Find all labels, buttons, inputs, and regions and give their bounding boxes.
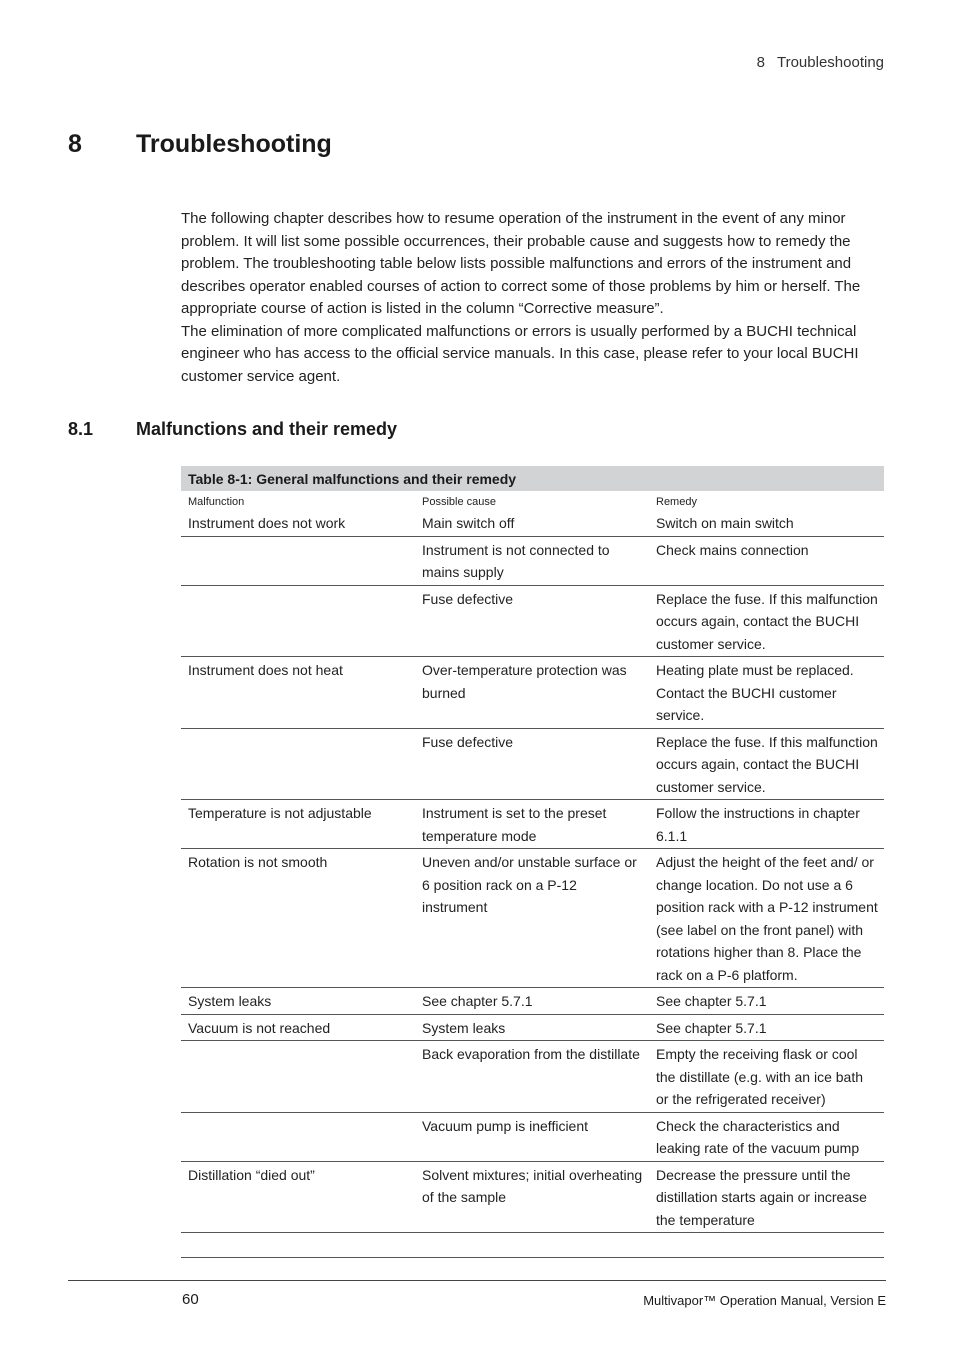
- empty-table-row: [181, 1233, 884, 1258]
- table-row: [181, 510, 884, 536]
- remedy-cell: See chapter 5.7.1: [649, 988, 884, 1015]
- malfunction-cell: Distillation “died out”: [181, 1161, 415, 1233]
- remedy-cell: Empty the receiving flask or cool the distillate (e.g. with an ice bath or the refrigerated receiver): [649, 1041, 884, 1113]
- remedy-cell: Replace the fuse. If this malfunction occurs again, contact the BUCHI customer service.: [649, 585, 884, 657]
- table-row: [181, 988, 884, 1015]
- cause-cell: Instrument is not connected to mains supply: [415, 536, 649, 585]
- section-heading: [68, 419, 397, 440]
- remedy-cell: Heating plate must be replaced. Contact the BUCHI customer service.: [649, 657, 884, 729]
- cause-cell: Vacuum pump is inefficient: [415, 1112, 649, 1161]
- malfunction-cell: [181, 536, 415, 585]
- table-row: [181, 1161, 884, 1233]
- intro-paragraph-2: The elimination of more complicated malfunctions or errors is usually performed by a BUCHI technical engineer who has access to the official service manuals. In this case, please refer to your local BUCHI customer service agent.: [181, 322, 859, 385]
- cause-cell: Solvent mixtures; initial overheating of the sample: [415, 1161, 649, 1233]
- remedy-cell: Decrease the pressure until the distillation starts again or increase the temperature: [649, 1161, 884, 1233]
- cause-cell: Back evaporation from the distillate: [415, 1041, 649, 1113]
- table-row: [181, 800, 884, 849]
- chapter-number: 8: [68, 130, 82, 158]
- malfunction-cell: System leaks: [181, 988, 415, 1015]
- column-header-remedy: Remedy: [656, 496, 697, 508]
- empty-cell: [181, 1233, 415, 1258]
- running-header-number: 8: [756, 54, 765, 71]
- section-title: Malfunctions and their remedy: [136, 419, 398, 439]
- footer-document-title: Multivapor™ Operation Manual, Version E: [643, 1293, 886, 1308]
- remedy-cell: Check the characteristics and leaking rate of the vacuum pump: [649, 1112, 884, 1161]
- table-caption: Table 8-1: General malfunctions and their remedy: [181, 466, 884, 491]
- footer-divider: [68, 1280, 886, 1281]
- column-header-cause: Possible cause: [422, 496, 496, 508]
- empty-cell: [649, 1233, 884, 1258]
- remedy-cell: Switch on main switch: [649, 510, 884, 536]
- section-number: 8.1: [68, 419, 94, 439]
- table-row: [181, 849, 884, 988]
- malfunction-cell: [181, 585, 415, 657]
- malfunction-cell: Vacuum is not reached: [181, 1014, 415, 1041]
- remedy-cell: Follow the instructions in chapter 6.1.1: [649, 800, 884, 849]
- table-row: [181, 1014, 884, 1041]
- remedy-cell: See chapter 5.7.1: [649, 1014, 884, 1041]
- cause-cell: Over-temperature protection was burned: [415, 657, 649, 729]
- malfunction-cell: Rotation is not smooth: [181, 849, 415, 988]
- remedy-cell: Adjust the height of the feet and/ or change location. Do not use a 6 position rack with a P-12 instrument (see label on the front panel) with rotations higher than 8. Place the rack on a P-6 platform.: [649, 849, 884, 988]
- table-row: [181, 536, 884, 585]
- malfunction-cell: Temperature is not adjustable: [181, 800, 415, 849]
- remedy-cell: Check mains connection: [649, 536, 884, 585]
- malfunction-cell: [181, 1112, 415, 1161]
- malfunction-cell: Instrument does not heat: [181, 657, 415, 729]
- table-row: [181, 728, 884, 800]
- cause-cell: Instrument is set to the preset temperature mode: [415, 800, 649, 849]
- cause-cell: See chapter 5.7.1: [415, 988, 649, 1015]
- page-number: 60: [182, 1291, 199, 1308]
- cause-cell: Main switch off: [415, 510, 649, 536]
- empty-cell: [415, 1233, 649, 1258]
- table-row: [181, 657, 884, 729]
- cause-cell: Fuse defective: [415, 728, 649, 800]
- cause-cell: Uneven and/or unstable surface or 6 position rack on a P-12 instrument: [415, 849, 649, 988]
- cause-cell: System leaks: [415, 1014, 649, 1041]
- chapter-title: Troubleshooting: [136, 130, 332, 158]
- malfunction-cell: [181, 1041, 415, 1113]
- remedy-cell: Replace the fuse. If this malfunction occurs again, contact the BUCHI customer service.: [649, 728, 884, 800]
- intro-paragraph-1: The following chapter describes how to resume operation of the instrument in the event of any minor problem. It will list some possible occurrences, their probable cause and suggests how to remedy the problem. The troubleshooting table below lists possible malfunctions and errors of the instrument and describes operator enabled courses of action to correct some of those problems by him or herself. The appropriate course of action is listed in the column “Corrective measure”.: [181, 210, 861, 317]
- malfunctions-table: [181, 466, 884, 1258]
- cause-cell: Fuse defective: [415, 585, 649, 657]
- malfunction-cell: [181, 728, 415, 800]
- table-row: [181, 1041, 884, 1113]
- table-row: [181, 585, 884, 657]
- column-header-malfunction: Malfunction: [188, 496, 245, 508]
- chapter-heading: [68, 130, 332, 159]
- table-header-row: [181, 491, 884, 510]
- malfunction-cell: Instrument does not work: [181, 510, 415, 536]
- running-header-title: Troubleshooting: [776, 54, 884, 71]
- table-body: [181, 491, 884, 1258]
- table-row: [181, 1112, 884, 1161]
- running-header: [757, 54, 884, 71]
- intro-text: [181, 208, 886, 388]
